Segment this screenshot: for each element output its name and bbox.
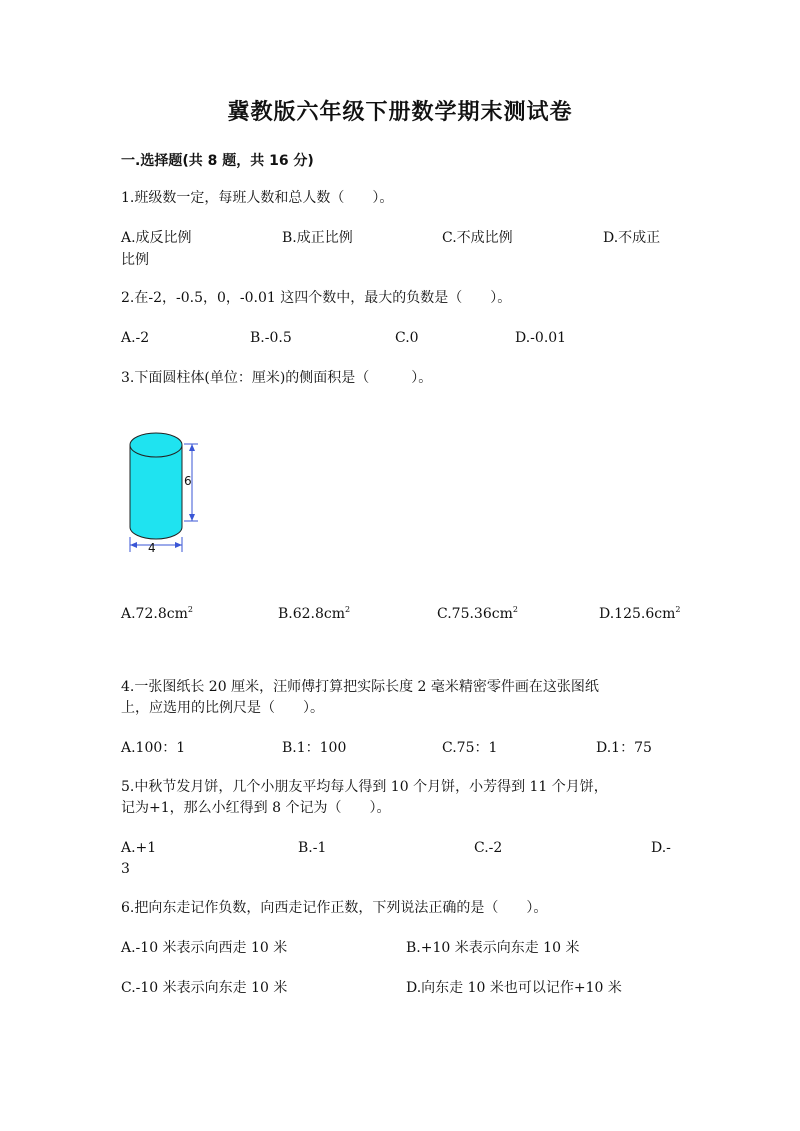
section-heading: 一.选择题(共 8 题，共 16 分): [121, 153, 314, 169]
question-1-option-d[interactable]: D.不成正: [603, 230, 661, 246]
question-1-option-b[interactable]: B.成正比例: [282, 230, 353, 246]
question-1-stem: 1.班级数一定，每班人数和总人数（ ）。: [121, 190, 394, 206]
option-d-unit-exponent: 2: [675, 605, 681, 614]
question-6-stem: 6.把向东走记作负数，向西走记作正数，下列说法正确的是（ ）。: [121, 900, 548, 916]
question-2-option-a[interactable]: A.-2: [121, 330, 150, 346]
page-title: 冀教版六年级下册数学期末测试卷: [227, 99, 573, 125]
question-6-option-d[interactable]: D.向东走 10 米也可以记作+10 米: [406, 980, 622, 996]
question-6-option-b[interactable]: B.+10 米表示向东走 10 米: [406, 940, 580, 956]
question-5-option-b[interactable]: B.-1: [298, 840, 327, 856]
option-c-text: C.75.36cm: [437, 606, 513, 622]
question-6-option-a[interactable]: A.-10 米表示向西走 10 米: [121, 940, 288, 956]
question-5-option-c[interactable]: C.-2: [474, 840, 503, 856]
option-b-text: B.62.8cm: [278, 606, 346, 622]
question-4-option-b[interactable]: B.1：100: [282, 740, 347, 756]
question-2-option-b[interactable]: B.-0.5: [250, 330, 292, 346]
cylinder-figure: [118, 415, 218, 560]
question-5-option-d[interactable]: D.-: [651, 840, 671, 856]
question-3-option-a[interactable]: [121, 601, 193, 623]
question-5-stem-line-1: 5.中秋节发月饼，几个小朋友平均每人得到 10 个月饼，小芳得到 11 个月饼，: [121, 779, 608, 795]
question-5-option-d-wrap: 3: [121, 861, 130, 877]
height-label: 6: [184, 474, 192, 488]
cylinder-body: [130, 445, 182, 539]
question-1-option-c[interactable]: C.不成比例: [442, 230, 513, 246]
cylinder-top: [130, 433, 182, 457]
question-5-stem-line-2: 记为+1，那么小红得到 8 个记为（ ）。: [121, 800, 391, 816]
option-c-unit-exponent: 2: [512, 605, 518, 614]
question-4-stem-line-1: 4.一张图纸长 20 厘米，汪师傅打算把实际长度 2 毫米精密零件画在这张图纸: [121, 679, 599, 695]
question-2-option-c[interactable]: C.0: [395, 330, 419, 346]
option-d-text: D.125.6cm: [599, 606, 676, 622]
question-3-option-d[interactable]: [599, 601, 680, 623]
question-4-stem-line-2: 上，应选用的比例尺是（ ）。: [121, 700, 324, 716]
question-4-option-d[interactable]: D.1：75: [596, 740, 652, 756]
diameter-label: 4: [148, 541, 156, 555]
option-a-unit-exponent: 2: [187, 605, 193, 614]
question-3-option-c[interactable]: [437, 601, 518, 623]
option-b-unit-exponent: 2: [345, 605, 351, 614]
question-3-stem: 3.下面圆柱体(单位：厘米)的侧面积是（ ）。: [121, 370, 433, 386]
question-4-option-c[interactable]: C.75：1: [442, 740, 498, 756]
question-2-option-d[interactable]: D.-0.01: [515, 330, 567, 346]
question-1-option-d-wrap: 比例: [121, 252, 149, 268]
height-arrow-bottom: [189, 514, 195, 521]
question-1-option-a[interactable]: A.成反比例: [121, 230, 192, 246]
height-arrow-top: [189, 444, 195, 451]
option-a-text: A.72.8cm: [121, 606, 188, 622]
question-4-option-a[interactable]: A.100：1: [121, 740, 186, 756]
question-5-option-a[interactable]: A.+1: [121, 840, 157, 856]
question-2-stem: 2.在-2，-0.5，0，-0.01 这四个数中，最大的负数是（ ）。: [121, 290, 512, 306]
diameter-arrow-left: [130, 542, 137, 548]
diameter-arrow-right: [175, 542, 182, 548]
question-6-option-c[interactable]: C.-10 米表示向东走 10 米: [121, 980, 288, 996]
question-3-option-b[interactable]: [278, 601, 350, 623]
